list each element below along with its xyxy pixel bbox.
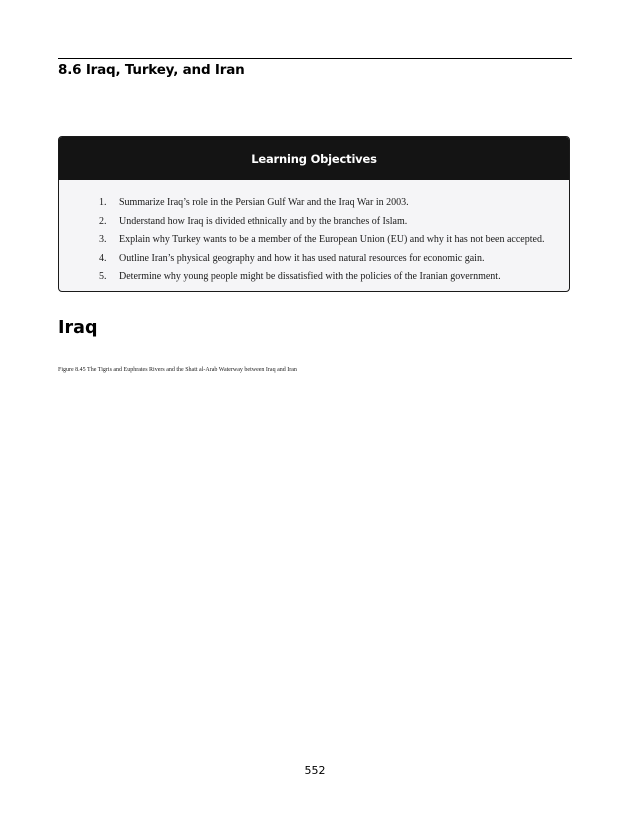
section-top-rule [58,58,572,59]
page-number: 552 [304,764,326,777]
objective-item [99,213,569,232]
objective-number: 5. [99,271,107,282]
learning-objectives-box [58,136,570,292]
learning-objectives-list [59,180,569,287]
figure-caption: Figure 8.45 The Tigris and Euphrates Rivers and the Shatt al-Arab Waterway between Iraq and Iran [58,367,297,373]
iraq-heading: Iraq [58,318,98,338]
objective-item [99,268,569,287]
objective-item [99,194,569,213]
objective-text: Explain why Turkey wants to be a member of the European Union (EU) and why it has not been accepted. [119,234,545,245]
objective-number: 3. [99,234,107,245]
learning-objectives-title: Learning Objectives [251,151,377,166]
objective-text: Outline Iran’s physical geography and how it has used natural resources for economic gain. [119,252,485,264]
objective-text: Understand how Iraq is divided ethnically and by the branches of Islam. [119,215,408,227]
section-title: 8.6 Iraq, Turkey, and Iran [58,62,245,78]
objective-item [99,231,569,250]
objective-number: 1. [99,197,107,208]
objective-text: Determine why young people might be dissatisfied with the policies of the Iranian government. [119,271,501,282]
objective-text: Summarize Iraq’s role in the Persian Gulf War and the Iraq War in 2003. [119,197,409,208]
objective-item [99,250,569,269]
objective-number: 4. [99,252,107,264]
objective-number: 2. [99,215,107,227]
learning-objectives-header [59,137,569,180]
